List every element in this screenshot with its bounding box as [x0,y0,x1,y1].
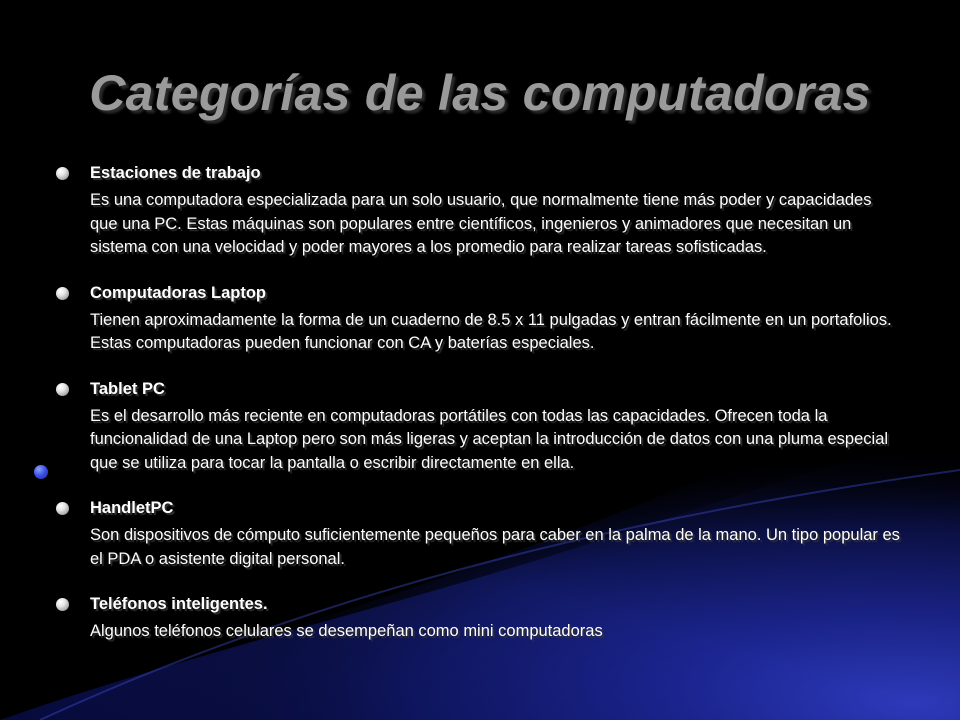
list-item-description: Algunos teléfonos celulares se desempeñan como mini computadoras [90,622,603,640]
list-item [52,378,902,476]
list-item [52,497,902,571]
slide-title: Categorías de las computadoras [89,65,871,121]
heading-text: Teléfonos inteligentes. [90,595,268,613]
heading-text: Estaciones de trabajo [90,164,261,182]
list-item [52,162,902,260]
bullet-icon [56,383,69,396]
list-item [52,282,902,356]
bullet-icon [56,598,69,611]
list-item-heading [52,378,902,403]
list-item-description: Son dispositivos de cómputo suficientemente pequeños para caber en la palma de la mano. Un tipo popular es el PDA o asistente digital personal. [90,526,900,568]
bullet-list [52,162,902,666]
list-item-description: Es una computadora especializada para un solo usuario, que normalmente tiene más poder y capacidades que una PC. Estas máquinas son populares entre científicos, ingenieros y animadores que necesitan un sistema con una velocidad y poder mayores a los promedio para realizar tareas sofisticadas. [90,191,872,256]
list-item-heading [52,162,902,187]
heading-text: HandletPC [90,499,174,517]
bullet-icon [56,502,69,515]
heading-text: Computadoras Laptop [90,283,266,302]
bullet-icon [56,167,69,180]
list-item-heading [52,593,902,618]
list-item-description: Es el desarrollo más reciente en computadoras portátiles con todas las capacidades. Ofrecen toda la funcionalidad de una Laptop pero son más ligeras y aceptan la introducción de datos con una pluma especial que se utiliza para tocar la pantalla o escribir directamente en ella. [90,406,889,472]
list-item-description: Tienen aproximadamente la forma de un cuaderno de 8.5 x 11 pulgadas y entran fácilmente en un portafolios. Estas computadoras pueden funcionar con CA y baterías especiales. [90,310,892,352]
list-item [52,593,902,644]
list-item-heading [52,497,902,522]
heading-text: Tablet PC [90,379,165,398]
list-item-heading [52,282,902,307]
blue-dot-icon [34,465,48,479]
bullet-icon [56,287,69,300]
